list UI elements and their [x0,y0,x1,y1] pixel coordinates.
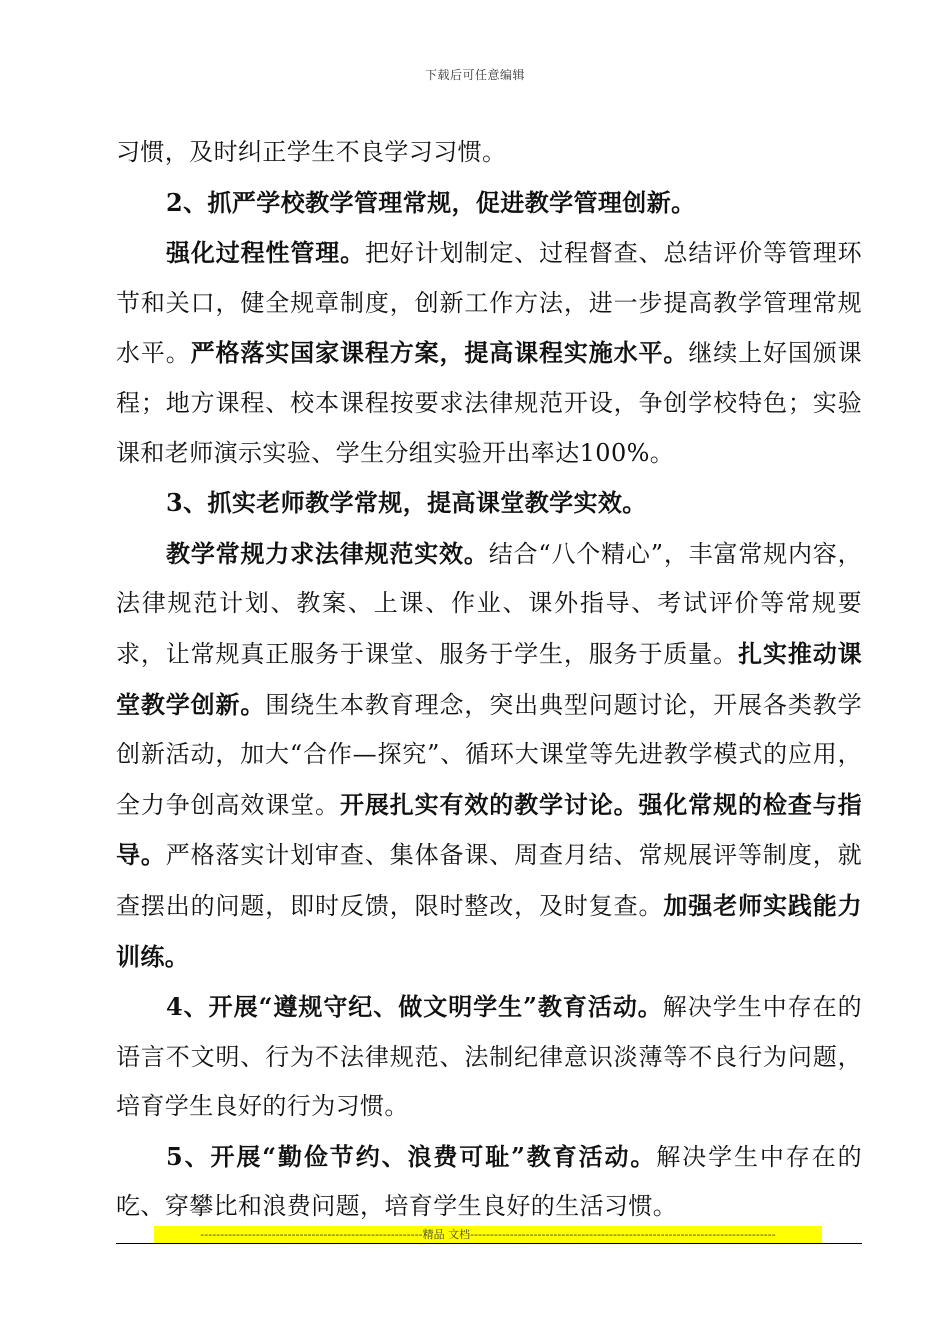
paragraph-activity-5 [116,1132,862,1232]
bold-lead: 开展扎实有效的教学讨论。 [339,789,639,819]
bold-lead: 强化常规的检查与指导。 [116,789,862,870]
paragraph-continuation [116,128,862,178]
bold-lead: 强化过程性管理。 [166,238,365,268]
bold-lead: 5、开展“勤俭节约、浪费可耻”教育活动。 [166,1141,657,1171]
paragraph-text: 习惯，及时纠正学生不良学习习惯。 [116,138,507,166]
bold-lead: 扎实推动课堂教学创新。 [116,638,863,719]
paragraph-teaching-routine [116,529,862,982]
paragraph-text: 围绕生本教育理念，突出典型问题讨论，开展各类教学创新活动，加大“合作—探究”、循环大课堂等先进教学模式的应用，全力争创高效课堂。 [116,690,862,819]
footer-divider [116,1243,862,1244]
paragraph-text: 解决学生中存在的吃、穿攀比和浪费问题，培育学生良好的生活习惯。 [116,1142,862,1221]
footer-highlight-band: --------------------------------------------------------精品 文档----------------------------------------------------------------------------- [154,1226,822,1243]
paragraph-text: 继续上好国颁课程；地方课程、校本课程按要求法律规范开设，争创学校特色；实验课和老师演示实验、学生分组实验开出率达100%。 [116,339,863,467]
heading-text: 3、抓实老师教学常规，提高课堂教学实效。 [166,488,647,518]
bold-lead: 教学常规力求法律规范实效。 [166,538,489,568]
bold-lead: 加强老师实践能力训练。 [116,890,862,971]
section-heading-3 [116,478,862,529]
paragraph-text: 严格落实计划审查、集体备课、周查月结、常规展评等制度，就查摆出的问题，即时反馈，限时整改，及时复查。 [116,841,862,920]
paragraph-text: 结合“八个精心”，丰富常规内容，法律规范计划、教案、上课、作业、课外指导、考试评价等常规要求，让常规真正服务于课堂、服务于学生，服务于质量。 [116,539,862,668]
heading-text: 2、抓严学校教学管理常规，促进教学管理创新。 [166,187,696,217]
page-header-note: 下载后可任意编辑 [424,68,525,82]
paragraph-management [116,228,862,478]
document-body [116,128,862,1232]
section-heading-2 [116,178,862,229]
bold-lead: 严格落实国家课程方案，提高课程实施水平。 [190,338,689,368]
paragraph-text: 解决学生中存在的语言不文明、行为不法律规范、法制纪律意识淡薄等不良行为问题，培育学生良好的行为习惯。 [116,993,863,1121]
paragraph-text: 把好计划制定、过程督查、总结评价等管理环节和关口，健全规章制度，创新工作方法，进一步提高教学管理常规水平。 [116,239,863,368]
bold-lead: 4、开展“遵规守纪、做文明学生”教育活动。 [166,992,663,1022]
paragraph-activity-4 [116,982,862,1132]
